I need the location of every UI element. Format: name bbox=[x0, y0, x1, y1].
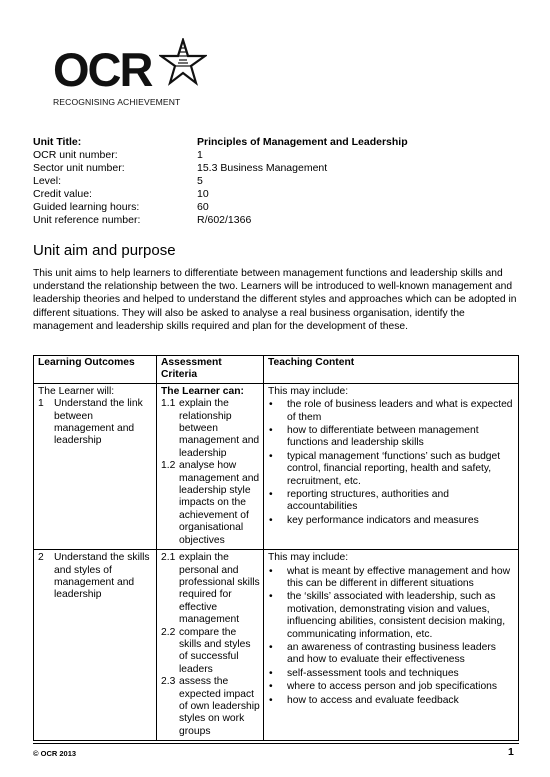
table-row bbox=[34, 383, 519, 549]
criterion-number: 2.1 bbox=[161, 552, 176, 564]
table-header-row bbox=[34, 356, 519, 384]
may-include-label: This may include: bbox=[268, 552, 349, 564]
bullet-icon: • bbox=[269, 641, 273, 653]
detail-row bbox=[33, 162, 493, 175]
detail-value: 15.3 Business Management bbox=[197, 162, 328, 174]
detail-row bbox=[33, 149, 493, 162]
bullet-icon: • bbox=[269, 425, 273, 437]
criterion-number: 1.1 bbox=[161, 398, 176, 410]
detail-value: R/602/1366 bbox=[197, 214, 252, 226]
criterion bbox=[161, 398, 260, 460]
learning-outcomes-table bbox=[33, 355, 519, 741]
footer-copyright: © OCR 2013 bbox=[33, 749, 77, 758]
page-number: 1 bbox=[508, 746, 514, 758]
content-cell bbox=[264, 550, 519, 741]
learner-will-label: The Learner will: bbox=[38, 385, 115, 397]
detail-label: OCR unit number: bbox=[33, 149, 118, 161]
bullet-icon: • bbox=[269, 667, 273, 679]
list-item bbox=[268, 695, 515, 707]
list-item bbox=[268, 425, 515, 450]
criterion-number: 2.3 bbox=[161, 676, 176, 688]
criterion-text: assess the expected impact of own leadership styles on work groups bbox=[179, 676, 260, 737]
star-icon bbox=[159, 38, 207, 86]
criterion bbox=[161, 552, 260, 626]
logo-tagline: RECOGNISING ACHIEVEMENT bbox=[53, 97, 181, 107]
criterion bbox=[161, 627, 260, 677]
bullet-icon: • bbox=[269, 514, 273, 526]
list-item bbox=[268, 489, 515, 514]
detail-value: 60 bbox=[197, 201, 209, 213]
content-text: reporting structures, authorities and accountabilities bbox=[287, 489, 449, 513]
outcome bbox=[38, 552, 153, 602]
detail-row bbox=[33, 175, 493, 188]
bullet-icon: • bbox=[269, 565, 273, 577]
unit-details bbox=[33, 136, 493, 227]
header-teaching-content: Teaching Content bbox=[264, 356, 519, 384]
list-item bbox=[268, 642, 515, 667]
list-item bbox=[268, 451, 515, 488]
criterion-text: compare the skills and styles of successful leaders bbox=[179, 626, 251, 675]
bullet-icon: • bbox=[269, 681, 273, 693]
content-list bbox=[268, 566, 515, 707]
detail-label: Guided learning hours: bbox=[33, 201, 140, 213]
detail-row bbox=[33, 136, 493, 149]
logo-wordmark: OCR bbox=[53, 43, 152, 96]
header-assessment-criteria: Assessment Criteria bbox=[157, 356, 264, 384]
list-item bbox=[268, 399, 515, 424]
header-learning-outcomes: Learning Outcomes bbox=[34, 356, 157, 384]
outcome-number: 2 bbox=[38, 552, 44, 564]
detail-value: 10 bbox=[197, 188, 209, 200]
content-text: an awareness of contrasting business leaders and how to evaluate their effectiveness bbox=[287, 641, 496, 666]
list-item bbox=[268, 681, 515, 693]
learner-can-label: The Learner can: bbox=[161, 385, 244, 397]
criterion-text: explain the personal and professional skills required for effective management bbox=[179, 552, 260, 626]
content-list bbox=[268, 399, 515, 527]
footer-divider bbox=[33, 743, 519, 744]
aim-paragraph: This unit aims to help learners to differentiate between management functions and leadership skills and understand the relationship between the two. Learners will be introduced to well-known management and leadership theories and helped to understand the different styles and approaches which can be adopted in different situations. They will also be asked to analyse a real business organisation, identify the management and leadership skills required and plan for the development of these. bbox=[33, 268, 517, 332]
content-text: what is meant by effective management and how this can be different in different situations bbox=[287, 565, 511, 589]
content-text: how to access and evaluate feedback bbox=[287, 694, 459, 706]
may-include-label: This may include: bbox=[268, 385, 349, 397]
aim-heading: Unit aim and purpose bbox=[33, 242, 176, 259]
outcome bbox=[38, 398, 153, 448]
outcome-text: Understand the skills and styles of management and leadership bbox=[54, 552, 150, 601]
list-item bbox=[268, 668, 515, 680]
content-text: how to differentiate between management functions and leadership skills bbox=[287, 425, 479, 449]
criteria-cell bbox=[157, 550, 264, 741]
detail-label: Unit reference number: bbox=[33, 214, 141, 226]
criterion bbox=[161, 460, 260, 547]
detail-value: 1 bbox=[197, 149, 203, 161]
list-item bbox=[268, 515, 515, 527]
outcome-cell bbox=[34, 550, 157, 741]
criterion bbox=[161, 676, 260, 738]
content-text: the role of business leaders and what is expected of them bbox=[287, 399, 513, 423]
outcome-cell bbox=[34, 383, 157, 549]
detail-row bbox=[33, 201, 493, 214]
bullet-icon: • bbox=[269, 399, 273, 411]
ocr-logo bbox=[53, 38, 213, 110]
detail-value: Principles of Management and Leadership bbox=[197, 136, 408, 148]
criterion-text: analyse how management and leadership style impacts on the achievement of organisational objectives bbox=[179, 460, 260, 546]
content-text: the ‘skills’ associated with leadership, such as motivation, demonstrating vision and values, influencing abilities, consistent decision making, communicating information, etc. bbox=[287, 591, 506, 640]
bullet-icon: • bbox=[269, 591, 273, 603]
criterion-number: 2.2 bbox=[161, 626, 176, 638]
content-cell bbox=[264, 383, 519, 549]
detail-label: Credit value: bbox=[33, 188, 92, 200]
bullet-icon: • bbox=[269, 489, 273, 501]
criterion-text: explain the relationship between management and leadership bbox=[179, 398, 260, 459]
outcome-text: Understand the link between management and leadership bbox=[54, 398, 143, 447]
outcome-number: 1 bbox=[38, 398, 44, 410]
criteria-cell bbox=[157, 383, 264, 549]
bullet-icon: • bbox=[269, 694, 273, 706]
table-row bbox=[34, 550, 519, 741]
content-text: key performance indicators and measures bbox=[287, 514, 479, 526]
detail-label: Level: bbox=[33, 175, 62, 187]
detail-label: Unit Title: bbox=[33, 136, 82, 148]
detail-value: 5 bbox=[197, 175, 203, 187]
detail-row bbox=[33, 214, 493, 227]
detail-label: Sector unit number: bbox=[33, 162, 125, 174]
content-text: typical management ‘functions’ such as budget control, financial reporting, health and safety, recruitment, etc. bbox=[287, 450, 501, 487]
criterion-number: 1.2 bbox=[161, 460, 176, 472]
content-text: self-assessment tools and techniques bbox=[287, 667, 459, 679]
content-text: where to access person and job specifications bbox=[287, 681, 498, 693]
detail-row bbox=[33, 188, 493, 201]
list-item bbox=[268, 566, 515, 591]
bullet-icon: • bbox=[269, 450, 273, 462]
list-item bbox=[268, 591, 515, 641]
